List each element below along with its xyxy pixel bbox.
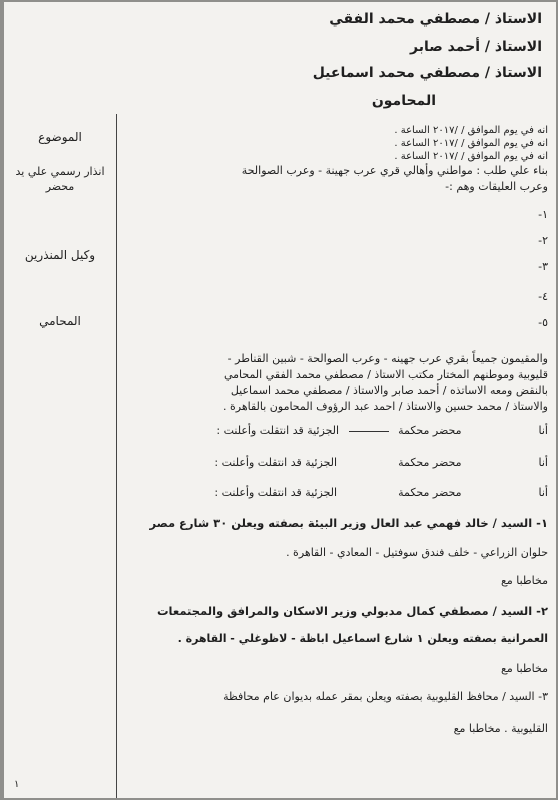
intro-line-1: بناء علي طلب : مواطني وأهالي قري عرب جهينة - وعرب الصوالحة (241, 164, 548, 177)
party-1-line-3: مخاطبا مع (500, 574, 548, 587)
party-3-line-2: القليوبية . مخاطبا مع (453, 722, 548, 735)
residence-line: بالنقض ومعه الاساتذه / أحمد صابر والاستاذ / مصطفي محمد اسماعيل (230, 384, 548, 397)
list-number: ٣- (538, 260, 548, 273)
bailiff-line (120, 456, 548, 470)
residence-line: والاستاذ / محمد حسين والاستاذ / احمد عبد الرؤوف المحامون بالقاهرة . (223, 400, 548, 413)
date-line: انه في يوم الموافق / /٢٠١٧ الساعة . (394, 125, 548, 136)
header-line-3: الاستاذ / مصطفي محمد اسماعيل (312, 65, 542, 81)
date-line: انه في يوم الموافق / /٢٠١٧ الساعة . (394, 151, 548, 162)
bailiff-moved: الجزئية قد انتقلت وأعلنت : (216, 424, 340, 437)
party-3-line-1: ٣- السيد / محافظ القليوبية بصفته ويعلن بمقر عمله بديوان عام محافظة (223, 690, 548, 703)
bailiff-court: محضر محكمة (398, 486, 462, 499)
bailiff-moved: الجزئية قد انتقلت وأعلنت : (214, 456, 338, 469)
header-line-4: المحامون (371, 93, 436, 109)
party-2-line-3: مخاطبا مع (500, 662, 548, 675)
blank-line (349, 431, 389, 432)
party-1-line-2: حلوان الزراعي - خلف فندق سوفتيل - المعادي - القاهرة . (286, 546, 548, 559)
party-2-line-2: العمرانية بصفته ويعلن ١ شارع اسماعيل اباظة - لاظوغلي - القاهرة . (177, 632, 548, 645)
bailiff-court: محضر محكمة (398, 424, 462, 437)
page-number: ١ (14, 779, 20, 790)
party-2-line-1: ٢- السيد / مصطفي كمال مدبولي وزير الاسكان والمرافق والمجتمعات (156, 604, 548, 618)
subject-label: الموضوع (38, 130, 82, 144)
bailiff-line (120, 486, 548, 500)
left-column (4, 114, 117, 798)
bailiff-moved: الجزئية قد انتقلت وأعلنت : (214, 486, 338, 499)
bailiff-ana: أنا (538, 424, 548, 437)
list-number: ٤- (538, 290, 548, 303)
agent-label: وكيل المنذرين (24, 248, 96, 262)
list-number: ١- (538, 208, 548, 221)
notice-label: انذار رسمي علي يد محضر (15, 165, 105, 193)
intro-line-2: وعرب العليقات وهم :- (445, 180, 548, 193)
bailiff-court: محضر محكمة (398, 456, 462, 469)
residence-line: قليوبية وموطنهم المختار مكتب الاستاذ / مصطفي محمد الفقي المحامي (223, 368, 548, 381)
residence-line: والمقيمون جميعاً بقري عرب جهينه - وعرب الصوالحة - شبين القناطر - (227, 352, 548, 365)
document-page (4, 2, 556, 798)
bailiff-ana: أنا (538, 486, 548, 499)
bailiff-line (120, 424, 548, 438)
header-line-2: الاستاذ / أحمد صابر (410, 39, 542, 55)
list-number: ٢- (538, 234, 548, 247)
date-line: انه في يوم الموافق / /٢٠١٧ الساعة . (394, 138, 548, 149)
bailiff-ana: أنا (538, 456, 548, 469)
party-1-line-1: ١- السيد / خالد فهمي عبد العال وزير البيئة بصفته ويعلن ٣٠ شارع مصر (149, 516, 548, 530)
list-number: ٥- (538, 316, 548, 329)
lawyer-label: المحامي (39, 314, 81, 328)
header-line-1: الاستاذ / مصطفي محمد الفقي (329, 11, 542, 27)
